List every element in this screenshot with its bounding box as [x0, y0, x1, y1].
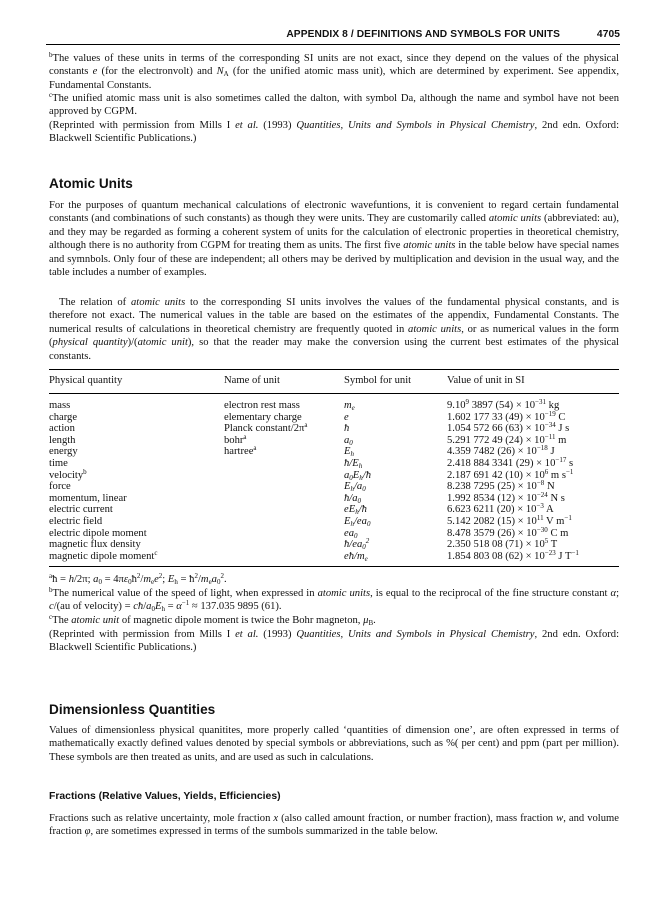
table-row — [49, 481, 619, 493]
cell-si-value: 8.478 3579 $(26) \times 10^{-30}$ C m — [447, 525, 569, 539]
cell-symbol: $E_h/ea_0$ — [344, 516, 371, 528]
cell-si-value: 1.054 572 66 $(63) \times 10^{-34}$ J s — [447, 421, 570, 435]
table-row — [49, 548, 619, 563]
cell-si-value: 2.187 691 42 $(10) \times 10^6$ m $s^{-1}$ — [447, 467, 574, 481]
header-title: APPENDIX 8 / DEFINITIONS AND SYMBOLS FOR UNITS — [286, 29, 560, 40]
cell-quantity: magnetic flux density — [49, 539, 141, 551]
table-row — [49, 516, 619, 528]
table-row — [49, 490, 619, 505]
dimensionless-para: Values of dimensionless physical quanitites, more properly called ‘quantities of dimension one’, are often expressed in terms of mathematically exactly defined values denoted by special symbols or abbreviations, such as %( per cent) and ppm (part per million). These symbols are then treated as units, and are used as such in calculations. — [49, 725, 619, 763]
table-row — [49, 467, 619, 482]
cell-unit-name: elementary charge — [224, 411, 302, 423]
cell-si-value: 5.142 2082 $(15) \times 10^{11}$ V $m^{-1}$ — [447, 514, 572, 527]
table-note-b: $^b$The numerical value of the speed of light, when expressed in atomic units, is equal to the reciprocal of the fine structure constant α; c/(au of velocity) = $cħ/a_0E_h = \alpha^{-1} \approx 137.035$ 9895 (61). — [49, 586, 620, 614]
footnote-b: $^b$The values of these units in terms of the corresponding SI units are not exact, since they depend on the values of the physical constants e (for the electronvolt) and $N_A$ (for the unified atomic mass unit), which are determined by experiment. See appendix, Fundamental Constants. — [49, 51, 620, 91]
cell-symbol: $eE_h/ħ$ — [344, 504, 367, 517]
cell-si-value: 1.992 8534 $(12) \times 10^{-24}$ N s — [447, 490, 565, 504]
table-header — [49, 375, 619, 389]
table-row — [49, 432, 619, 447]
table-top-rule — [49, 369, 619, 370]
cell-quantity: magnetic dipole moment$^c$ — [49, 548, 158, 562]
page-number: 4705 — [596, 29, 620, 40]
cell-quantity: force — [49, 481, 71, 493]
cell-si-value: 1.854 803 08 $(62) \times 10^{-23}$ J $T^{-1}$ — [447, 548, 579, 562]
table-note-c: $^c$The atomic unit of magnetic dipole moment is twice the Bohr magneton, $\mu_B$. — [49, 613, 376, 627]
reprint-note-1: (Reprinted with permission from Mills I et al. (1993) Quantities, Units and Symbols in Physical Chemistry, 2nd edn. Oxford: Blackwell Scientific Publications.) — [49, 120, 620, 145]
table-row — [49, 400, 619, 412]
cell-si-value: 2.350 518 08 $(71) \times 10^5$ T — [447, 537, 558, 551]
cell-quantity: energy — [49, 446, 78, 458]
cell-quantity: velocity$^b$ — [49, 467, 87, 481]
section-heading-dimensionless: Dimensionless Quantities — [49, 702, 216, 717]
col-header-quantity: Physical quantity — [49, 375, 123, 386]
cell-unit-name: Planck constant/$2\pi^a$ — [224, 421, 308, 435]
table-note-a: $^a$ħ = h/2π; $a_0$ = $4\pi\varepsilon_0ħ^2/m_ee^2$; $E_h$ = $ħ^2/m_ea_0^2$. — [49, 572, 227, 586]
cell-symbol: e — [344, 411, 349, 423]
cell-si-value: 6.623 6211 $(20) \times 10^{-3}$ A — [447, 502, 554, 516]
table-row — [49, 458, 619, 470]
atomic-units-para-1: For the purposes of quantum mechanical calculations of electronic wavefuntions, it is convenient to regard certain fundamental constants (and combinations of such constants) as though they were units. They are customarily called atomic units (abbreviated: au), and they may be regarded as forming a coherent system of units for the calculation of electronic properties in theoretical chemistry, although there is no authority from CGPM for treating them as units. The first five atomic units in the table below have special names and symnbols. Only four of these are independent; all others may be derived by multiplication and devision in the usual way, and the table includes a number of examples. — [49, 200, 619, 279]
cell-si-value: 2.418 884 3341 $(29) \times 10^{-17}$ s — [447, 456, 574, 469]
cell-quantity: time — [49, 458, 68, 469]
subsection-heading-fractions: Fractions (Relative Values, Yields, Efficiencies) — [49, 791, 281, 802]
cell-unit-name: electron rest mass — [224, 400, 300, 411]
cell-quantity: electric field — [49, 516, 103, 527]
atomic-units-para-2: The relation of atomic units to the corresponding SI units involves the values of the fundamental physical constants, and is therefore not exact. The numerical values in the table are based on the estimates of the appendix, Fundamental Constants. The numerical results of calculations in theoretical chemistry are frequently quoted in atomic units, or as numerical values in the form (physical quantity)/(atomic unit), so that the reader may make the conversion using the current best estimates of the physical constants. — [49, 297, 620, 362]
col-header-name: Name of unit — [224, 375, 280, 386]
table-row — [49, 525, 619, 540]
cell-quantity: length — [49, 434, 76, 446]
cell-si-value: 9.10$^9$ 3897 $(54) \times 10^{-31}$ kg — [447, 398, 560, 411]
cell-unit-name: hartree$^a$ — [224, 444, 257, 458]
cell-symbol: $ea_0$ — [344, 527, 358, 540]
cell-quantity: mass — [49, 400, 71, 411]
cell-quantity: charge — [49, 411, 78, 423]
cell-quantity: electric current — [49, 504, 113, 516]
fractions-para: Fractions such as relative uncertainty, mole fraction x (also called amount fraction, or number fraction), mass fraction w, and volume fraction φ, are sometimes expressed in terms of the sumbols summarized in the table below. — [49, 813, 619, 838]
cell-symbol: ħ — [344, 423, 350, 435]
table-header-rule — [49, 393, 619, 394]
table-row — [49, 446, 619, 458]
cell-si-value: 4.359 7482 $(26) \times 10^{-18}$ J — [447, 444, 555, 458]
cell-symbol: $ħ/ea_0^2$ — [344, 537, 370, 552]
cell-symbol: $ħ/a_0$ — [344, 492, 362, 505]
col-header-symbol: Symbol for unit — [344, 375, 412, 386]
cell-si-value: 5.291 772 49 $(24) \times 10^{-11}$ m — [447, 432, 567, 446]
cell-symbol: $ħ/E_h$ — [344, 458, 363, 470]
table-bottom-rule — [49, 566, 619, 567]
table-row — [49, 409, 619, 424]
cell-quantity: momentum, linear — [49, 492, 127, 504]
cell-symbol: $a_0E_h/ħ$ — [344, 469, 372, 482]
units-table-body — [49, 400, 619, 565]
cell-symbol: $a_0$ — [344, 434, 353, 447]
cell-quantity: electric dipole moment — [49, 527, 147, 539]
cell-quantity: action — [49, 423, 75, 435]
cell-symbol: $m_e$ — [344, 400, 355, 412]
table-row — [49, 504, 619, 516]
col-header-value: Value of unit in SI — [447, 375, 525, 386]
cell-si-value: 1.602 177 33 $(49) \times 10^{-19}$ C — [447, 409, 566, 423]
section-heading-atomic-units: Atomic Units — [49, 176, 133, 191]
cell-si-value: 8.238 7295 $(25) \times 10^{-8}$ N — [447, 479, 555, 493]
cell-symbol: $eħ/m_e$ — [344, 550, 368, 563]
table-row — [49, 539, 619, 551]
running-header — [46, 26, 620, 45]
table-row — [49, 423, 619, 435]
cell-symbol: $E_h/a_0$ — [344, 481, 366, 494]
cell-symbol: $E_h$ — [344, 446, 354, 459]
footnote-c: $^c$The unified atomic mass unit is also sometimes called the dalton, with symbol Da, although the name and symbol have not been approved by CGPM. — [49, 91, 619, 118]
reprint-note-2: (Reprinted with permission from Mills I et al. (1993) Quantities, Units and Symbols in Physical Chemistry, 2nd edn. Oxford: Blackwell Scientific Publications.) — [49, 629, 620, 654]
cell-unit-name: bohr$^a$ — [224, 432, 247, 446]
